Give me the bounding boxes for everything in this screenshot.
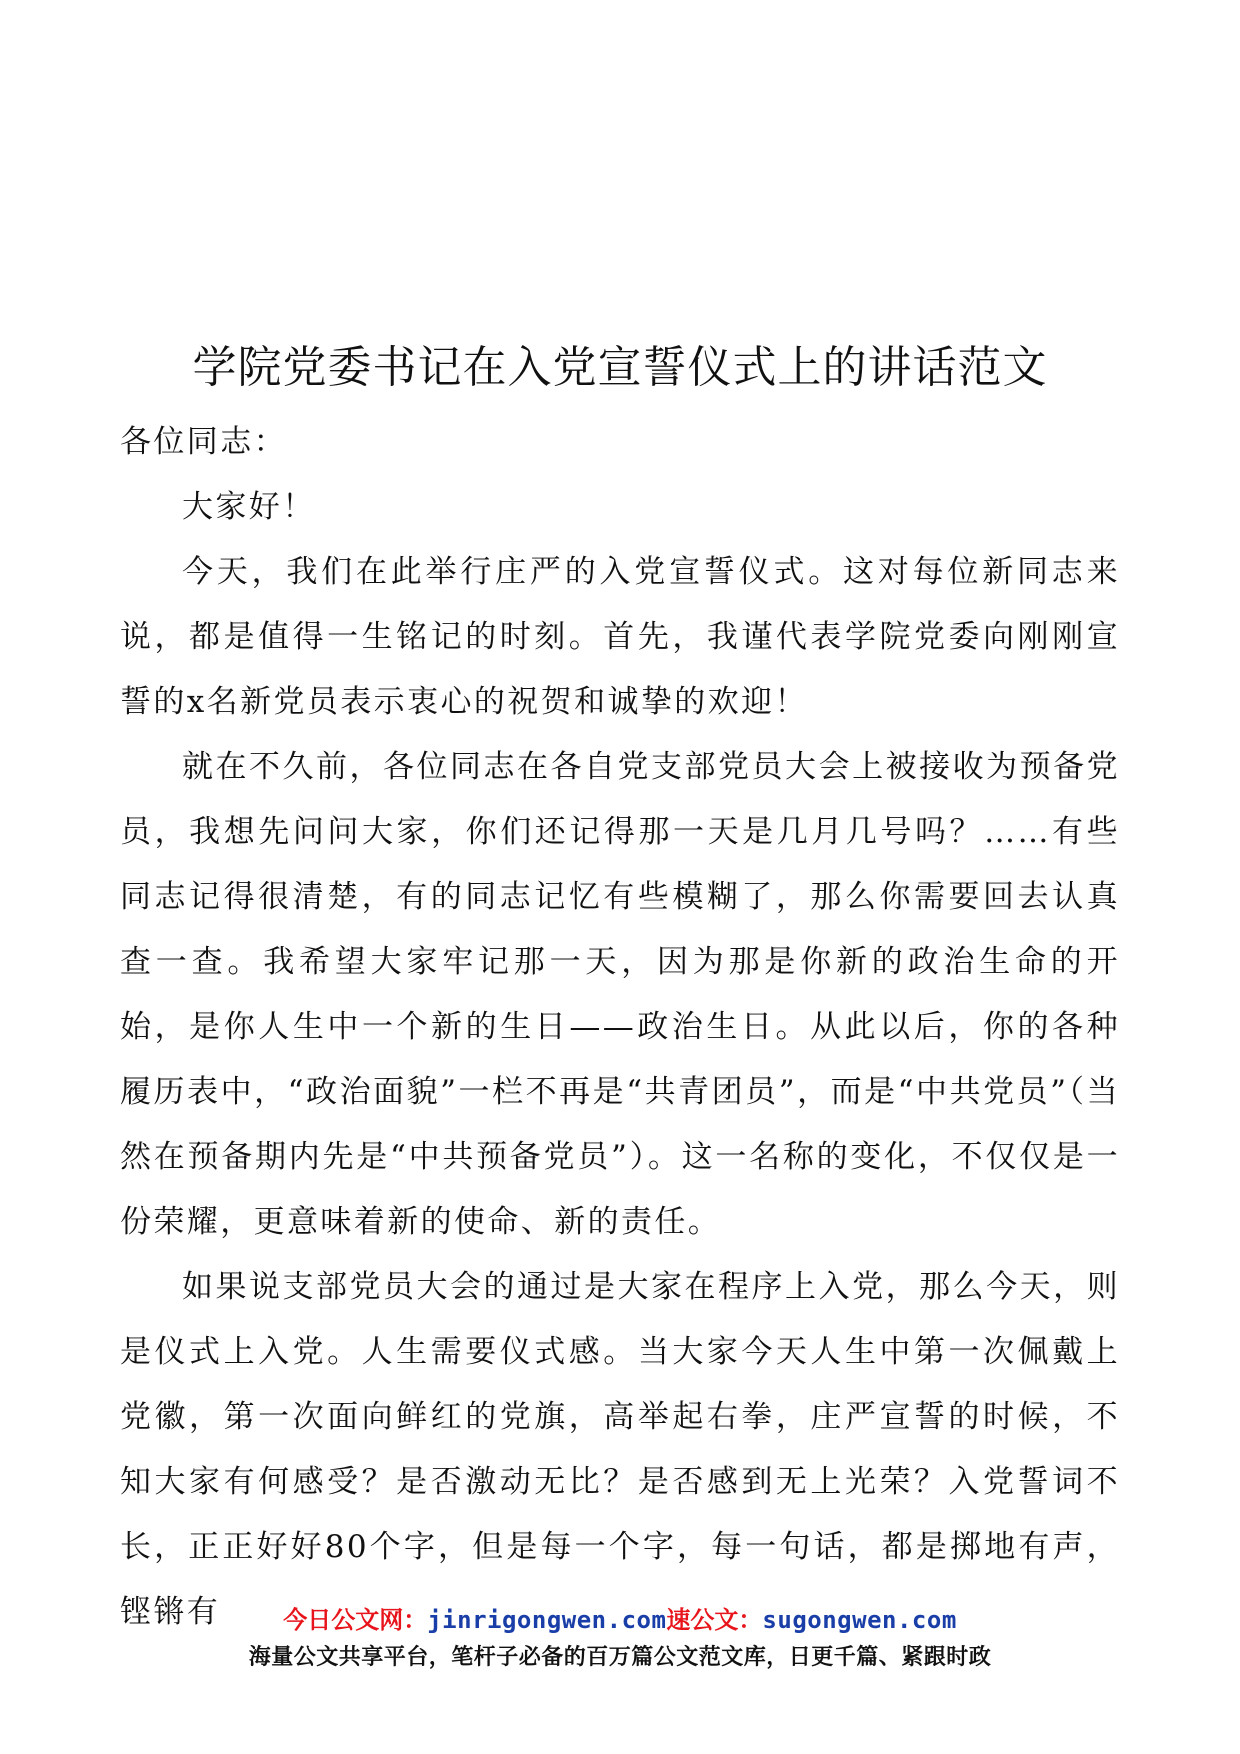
site1-link[interactable]: jinrigongwen.com (427, 1606, 667, 1634)
footer-sites (0, 1602, 1240, 1638)
paragraph: 如果说支部党员大会的通过是大家在程序上入党，那么今天，则是仪式上入党。人生需要仪式感。当大家今天人生中第一次佩戴上党徽，第一次面向鲜红的党旗，高举起右拳，庄严宣誓的时候，不知大家有何感受？是否激动无比？是否感到无上光荣？入党誓词不长，正正好好80个字，但是每一个字，每一句话，都是掷地有声，铿锵有 (120, 1269, 1120, 1630)
paragraph: 大家好！ (182, 489, 316, 525)
site2-link[interactable]: sugongwen.com (762, 1606, 957, 1634)
paragraph: 今天，我们在此举行庄严的入党宣誓仪式。这对每位新同志来说，都是值得一生铭记的时刻。首先，我谨代表学院党委向刚刚宣誓的x名新党员表示衷心的祝贺和诚挚的欢迎！ (120, 554, 1120, 720)
site1-name: 今日公文网： (283, 1606, 428, 1634)
footer-tagline: 海量公文共享平台，笔杆子必备的百万篇公文范文库，日更千篇、紧跟时政 (248, 1645, 992, 1670)
site2-name: 速公文： (666, 1606, 763, 1634)
salutation: 各位同志： (120, 424, 287, 460)
paragraph: 就在不久前，各位同志在各自党支部党员大会上被接收为预备党员，我想先问问大家，你们还记得那一天是几月几号吗？……有些同志记得很清楚，有的同志记忆有些模糊了，那么你需要回去认真查一查。我希望大家牢记那一天，因为那是你新的政治生命的开始，是你人生中一个新的生日——政治生日。从此以后，你的各种履历表中，“政治面貌”一栏不再是“共青团员”，而是“中共党员”（当然在预备期内先是“中共预备党员”）。这一名称的变化，不仅仅是一份荣耀，更意味着新的使命、新的责任。 (120, 749, 1120, 1240)
document-body (120, 410, 1120, 1645)
document-title: 学院党委书记在入党宣誓仪式上的讲话范文 (192, 342, 1048, 393)
footer-watermark (0, 1602, 1240, 1678)
